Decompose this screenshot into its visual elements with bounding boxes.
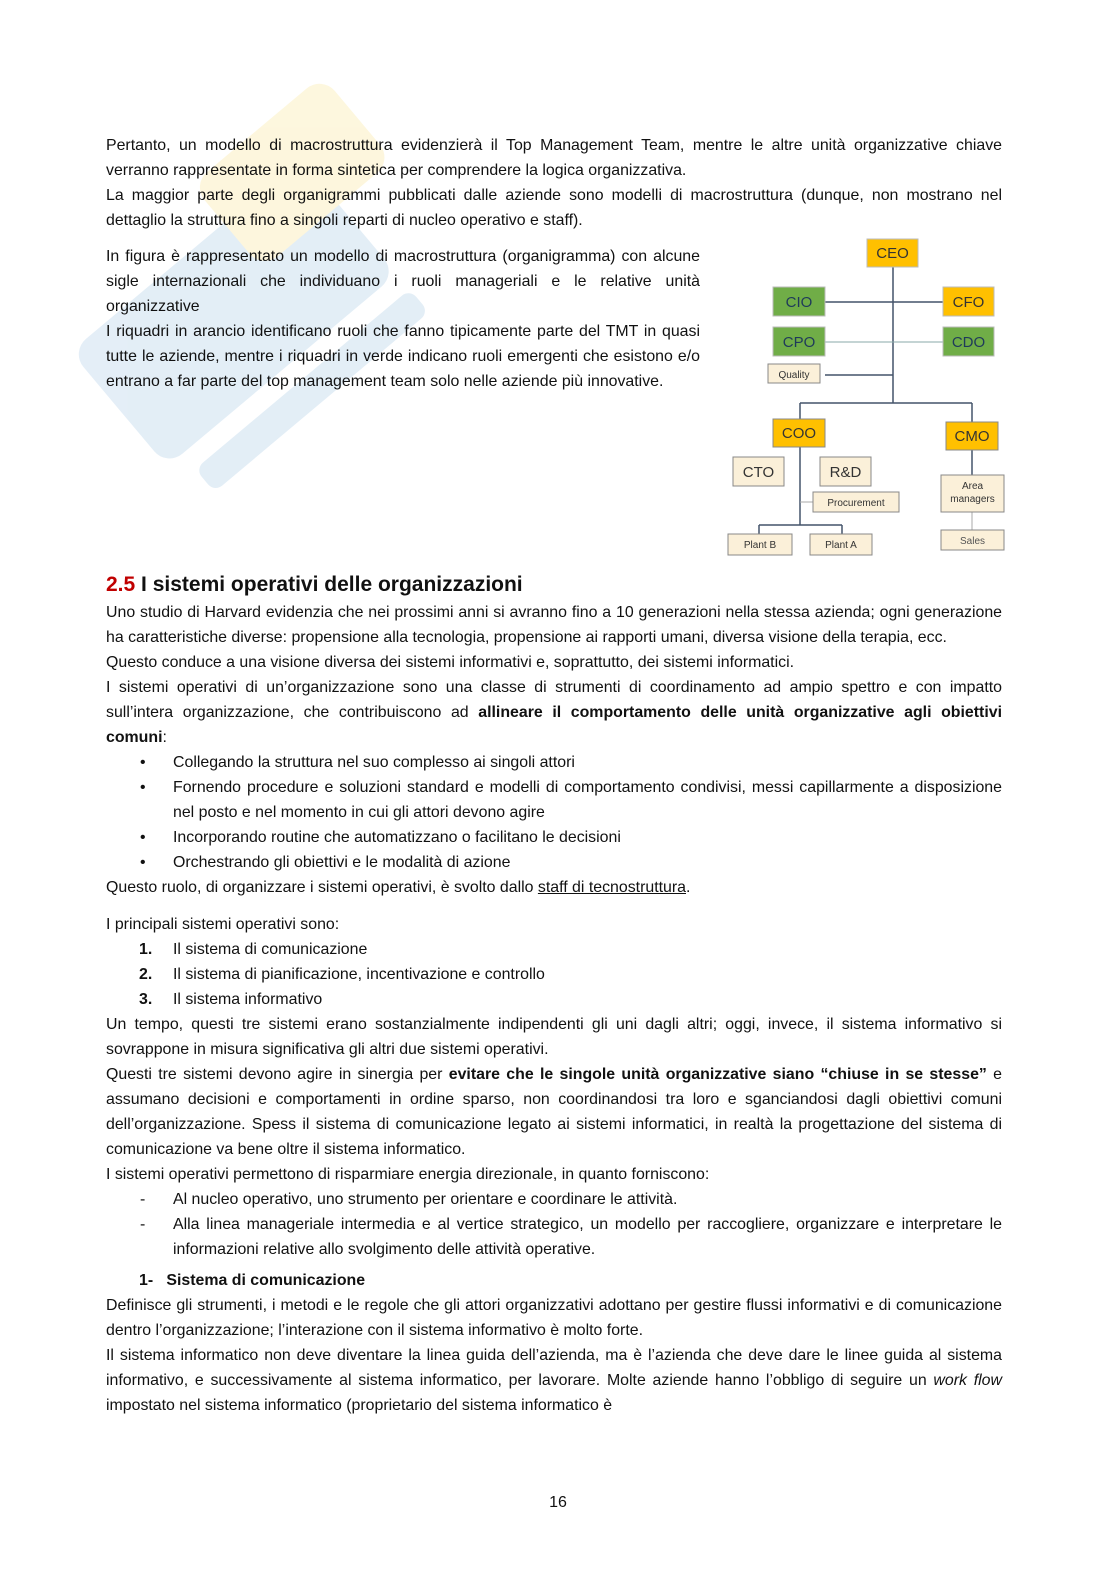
org-box-procurement — [813, 492, 899, 512]
list-item — [106, 937, 1002, 962]
list-number: 3. — [139, 991, 153, 1008]
svg-text:CEO: CEO — [876, 245, 909, 262]
text: I sistemi operativi di un’organizzazione sono una classe di strumenti di coordinamento ad ampio spettro e con impatto sull’intera organizzazione, che contribuiscono ad — [106, 679, 1002, 721]
list-number: 1. — [139, 941, 153, 958]
paragraph: I principali sistemi operativi sono: — [106, 916, 340, 933]
paragraph: In figura è rappresentato un modello di macrostruttura (organigramma) con alcune sigle internazionali che individuano i ruoli manageriali e le relative unità organizzative — [106, 248, 700, 315]
section-number: 2.5 — [106, 573, 136, 596]
list-item — [106, 1187, 1002, 1212]
section-title: I sistemi operativi delle organizzazioni — [141, 573, 523, 596]
text: : — [162, 729, 167, 746]
paragraph — [106, 1062, 1002, 1162]
list-item — [106, 987, 1002, 1012]
svg-text:CIO: CIO — [785, 294, 813, 311]
org-box-cpo — [773, 327, 825, 356]
page-number: 16 — [549, 1494, 567, 1511]
dash-marker: - — [140, 1191, 146, 1208]
dash-list — [106, 1187, 1002, 1262]
text: impostato nel sistema informatico (proprietario del sistema informatico è — [106, 1397, 613, 1414]
paragraph: I sistemi operativi permettono di risparmiare energia direzionale, in quanto forniscono: — [106, 1166, 710, 1183]
svg-text:Sales: Sales — [959, 536, 986, 547]
subsection-title: Sistema di comunicazione — [166, 1272, 366, 1289]
text: . — [686, 879, 691, 896]
paragraph: I riquadri in arancio identificano ruoli che fanno tipicamente parte del TMT in quasi tutte le aziende, mentre i riquadri in verde indicano ruoli emergenti che esistono e/o entrano a far parte del top management team solo nelle aziende più innovative. — [106, 323, 700, 390]
org-box-rd — [820, 457, 871, 486]
list-item: • Incorporando routine che automatizzano o facilitano le decisioni — [106, 825, 1002, 850]
svg-text:CFO: CFO — [952, 294, 985, 311]
text: Questo ruolo, di organizzare i sistemi operativi, è svolto dallo — [106, 879, 538, 896]
svg-text:CMO: CMO — [954, 428, 990, 445]
text: e assumano decisioni e comportamenti in ordine sparso, non coordinandosi tra loro e sganciandosi dagli obiettivi comuni dell’organizzazione. Spess il sistema di comunicazione legato ai sistemi informatici, in realtà la progettazione del sistema di comunicazione va bene oltre il sistema informatico. — [106, 1066, 1002, 1158]
svg-text:Area: Area — [961, 481, 984, 492]
bold-text: evitare che le singole unità organizzative siano “chiuse in se stesse” — [448, 1066, 987, 1083]
paragraph: Uno studio di Harvard evidenzia che nei prossimi anni si avranno fino a 10 generazioni nella stessa azienda; ogni generazione ha caratteristiche diverse: propensione alla tecnologia, propensione ai rapporti umani, diversa visione della terapia, ecc. — [106, 604, 1002, 646]
org-box-cfo — [943, 287, 994, 316]
paragraph — [106, 1343, 1002, 1418]
section-2-5 — [106, 570, 1002, 1418]
svg-text:COO: COO — [781, 425, 817, 442]
italic-text: work flow — [933, 1372, 1002, 1389]
org-box-cio — [773, 287, 825, 316]
paragraph: La maggior parte degli organigrammi pubblicati dalle aziende sono modelli di macrostruttura (dunque, non mostrano nel dettaglio la struttura fino a singoli reparti di nucleo operativo e staff). — [106, 187, 1002, 229]
subsection-heading — [106, 1268, 1002, 1293]
text: Questi tre sistemi devono agire in sinergia per — [106, 1066, 449, 1083]
org-chart — [0, 0, 1116, 570]
paragraph: Pertanto, un modello di macrostruttura evidenzierà il Top Management Team, mentre le altre unità organizzative chiave verranno rappresentate in forma sintetica per comprendere la logica organizzativa. — [106, 137, 1002, 179]
paragraph: Un tempo, questi tre sistemi erano sostanzialmente indipendenti gli uni dagli altri; oggi, invece, il sistema informativo si sovrappone in misura significativa gli altri due sistemi operativi. — [106, 1016, 1002, 1058]
paragraph: Questo conduce a una visione diversa dei sistemi informativi e, soprattutto, dei sistemi informatici. — [106, 654, 795, 671]
numbered-list — [106, 937, 1002, 1012]
text: Il sistema informatico non deve diventare la linea guida dell’azienda, ma è l’azienda che deve dare le linee guida al sistema informativo, e successivamente al sistema informatico, per lavorare. Molte aziende hanno l’obbligo di seguire un — [106, 1347, 1002, 1389]
org-box-plant-a — [810, 534, 872, 555]
svg-text:CDO: CDO — [951, 334, 986, 351]
text: Il sistema di comunicazione — [173, 941, 368, 958]
list-item — [106, 1212, 1002, 1262]
list-item — [106, 962, 1002, 987]
text: Al nucleo operativo, uno strumento per orientare e coordinare le attività. — [173, 1191, 678, 1208]
text: Il sistema informativo — [173, 991, 323, 1008]
org-box-area-managers — [941, 475, 1004, 512]
underlined-text: staff di tecnostruttura — [537, 879, 687, 896]
list-item: • Fornendo procedure e soluzioni standard e modelli di comportamento condivisi, messi capillarmente a disposizione nel posto e nel momento in cui gli attori devono agire — [106, 775, 1002, 825]
svg-text:CPO: CPO — [782, 334, 816, 351]
dash-marker: - — [140, 1216, 146, 1233]
text: Il sistema di pianificazione, incentivazione e controllo — [173, 966, 545, 983]
list-item: • Collegando la struttura nel suo complesso ai singoli attori — [106, 750, 1002, 775]
text: Alla linea manageriale intermedia e al vertice strategico, un modello per raccogliere, organizzare e interpretare le informazioni relative allo svolgimento delle attività operative. — [173, 1216, 1002, 1258]
bold-text: allineare il comportamento delle unità organizzative agli obiettivi comuni — [106, 704, 1003, 746]
org-box-plant-b — [728, 534, 792, 555]
bullet-list — [106, 750, 1002, 875]
org-box-cmo — [946, 422, 998, 450]
list-item: • Orchestrando gli obiettivi e le modalità di azione — [106, 850, 1002, 875]
section-heading — [106, 570, 1002, 600]
org-box-coo — [773, 419, 825, 447]
svg-text:managers: managers — [950, 494, 995, 505]
svg-text:Quality: Quality — [778, 370, 810, 381]
svg-text:R&D: R&D — [829, 464, 862, 481]
paragraph: Definisce gli strumenti, i metodi e le regole che gli attori organizzativi adottano per gestire flussi informativi e di comunicazione dentro l’organizzazione; l’interazione con il sistema informativo è molto forte. — [106, 1297, 1002, 1339]
list-number: 2. — [139, 966, 153, 983]
org-box-quality — [768, 364, 820, 383]
subsection-number: 1- — [139, 1272, 154, 1289]
paragraph — [106, 675, 1002, 750]
org-box-cto — [733, 457, 784, 486]
org-box-sales — [941, 530, 1004, 550]
svg-text:Plant B: Plant B — [743, 540, 777, 551]
svg-text:CTO: CTO — [742, 464, 775, 481]
org-box-cdo — [943, 327, 994, 356]
paragraph — [106, 875, 1002, 900]
svg-text:Procurement: Procurement — [827, 498, 885, 509]
org-box-ceo — [867, 239, 918, 267]
svg-text:Plant A: Plant A — [825, 540, 857, 551]
